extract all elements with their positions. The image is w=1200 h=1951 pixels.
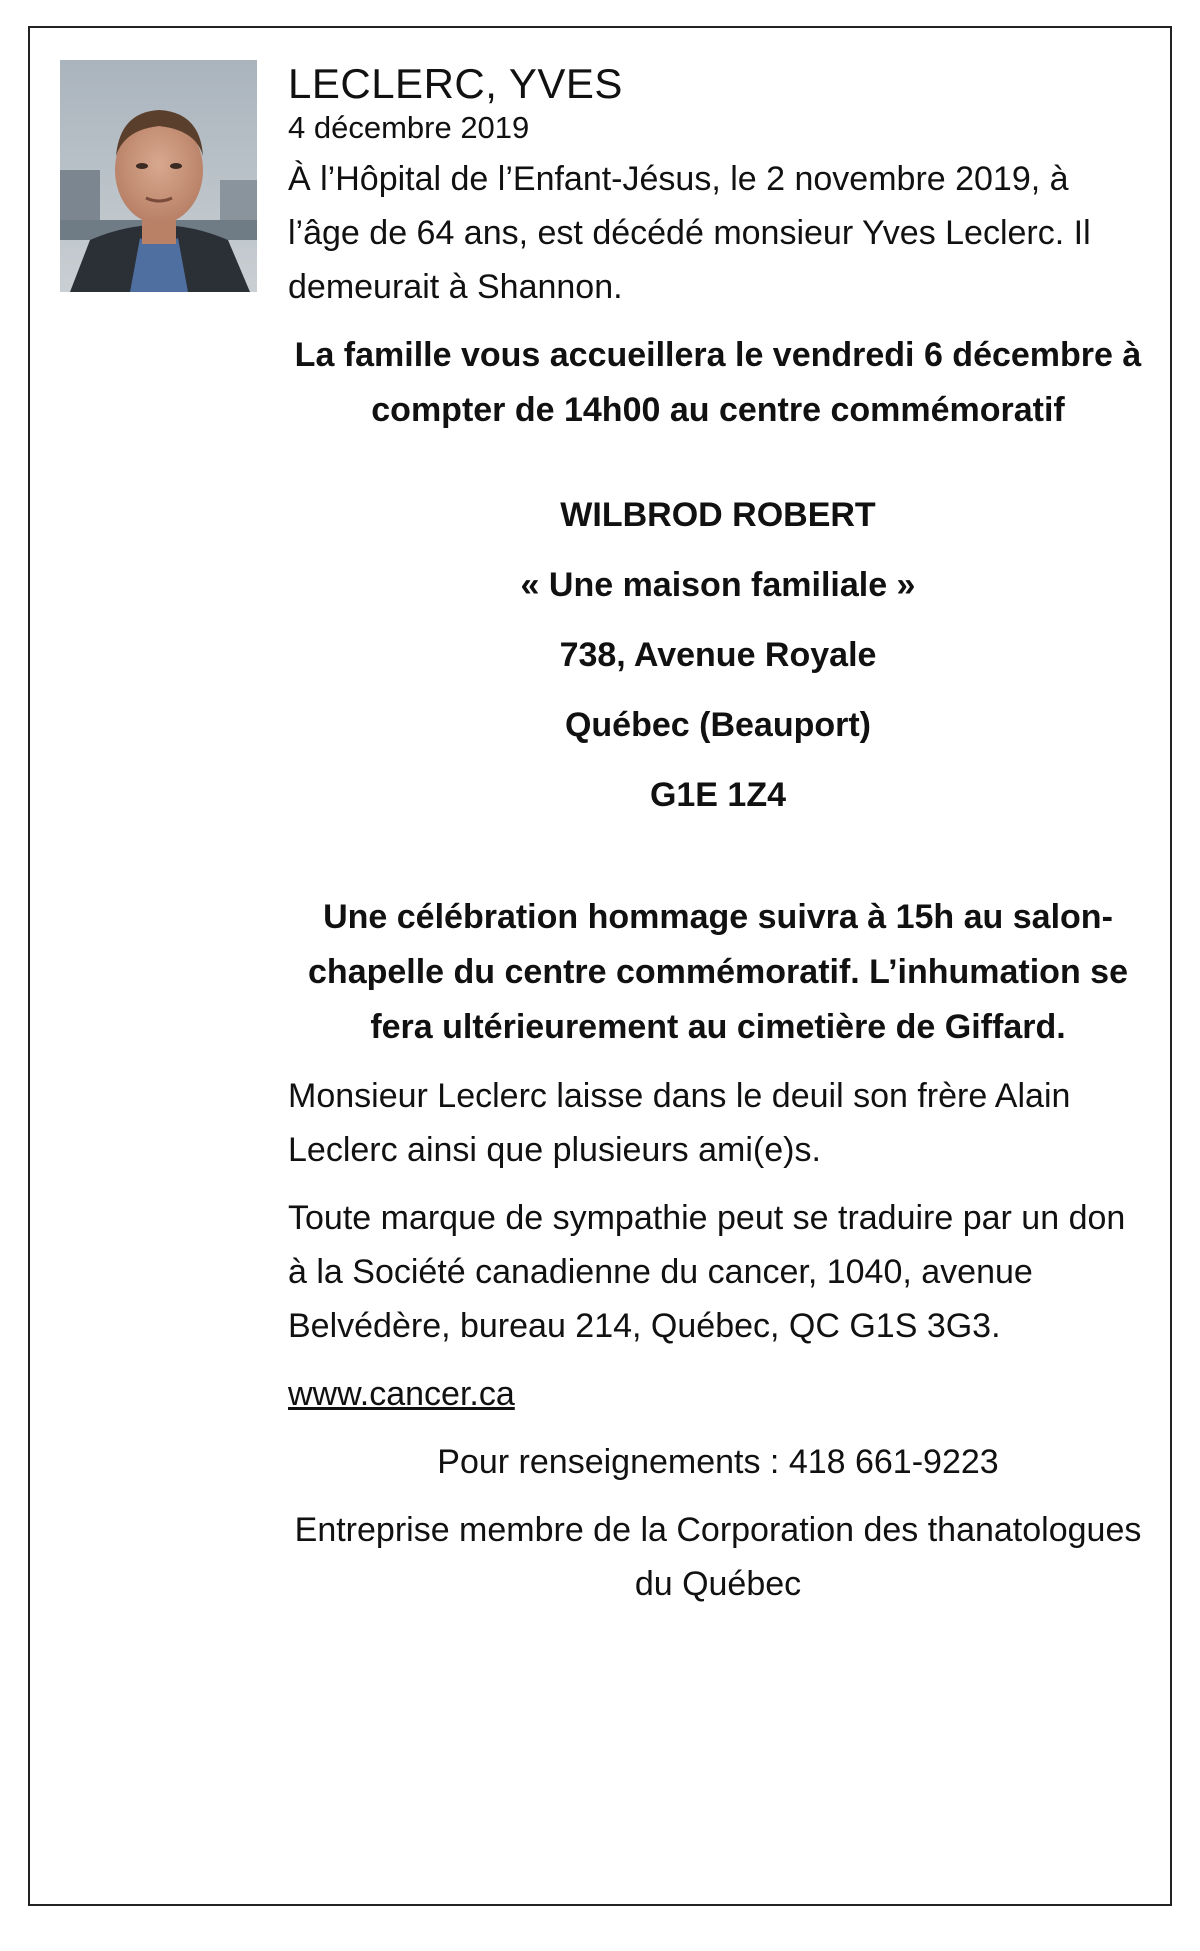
- survivors-text: Monsieur Leclerc laisse dans le deuil son frère Alain Leclerc ainsi que plusieurs ami(e)s.: [288, 1077, 1071, 1169]
- membership-note: Entreprise membre de la Corporation des thanatologues du Québec: [294, 1511, 1142, 1603]
- funeral-home-city: Québec (Beauport): [564, 706, 872, 744]
- funeral-home-name: WILBROD ROBERT: [560, 496, 876, 534]
- publication-date: 4 décembre 2019: [288, 110, 530, 145]
- ceremony-notice: Une célébration hommage suivra à 15h au salon-chapelle du centre commémoratif. L’inhumation se fera ultérieurement au cimetière de Giffard.: [308, 898, 1128, 1046]
- cancer-website-link[interactable]: www.cancer.ca: [288, 1375, 515, 1413]
- funeral-home-address: [288, 480, 1148, 830]
- contact-info: Pour renseignements : 418 661-9223: [437, 1443, 999, 1481]
- obituary-content: [288, 60, 1148, 1611]
- funeral-home-street: 738, Avenue Royale: [559, 636, 877, 674]
- visitation-notice: La famille vous accueillera le vendredi 6 décembre à compter de 14h00 au centre commémoratif: [294, 336, 1142, 429]
- deceased-name: LECLERC, YVES: [288, 60, 623, 107]
- funeral-home-postal: G1E 1Z4: [649, 776, 787, 814]
- donation-text: Toute marque de sympathie peut se traduire par un don à la Société canadienne du cancer, 1040, avenue Belvédère, bureau 214, Québec, QC G1S 3G3.: [288, 1199, 1126, 1345]
- death-announcement: À l’Hôpital de l’Enfant-Jésus, le 2 novembre 2019, à l’âge de 64 ans, est décédé monsieur Yves Leclerc. Il demeurait à Shannon.: [288, 160, 1091, 306]
- portrait-photo: [60, 60, 257, 292]
- funeral-home-tagline: « Une maison familiale »: [520, 566, 916, 604]
